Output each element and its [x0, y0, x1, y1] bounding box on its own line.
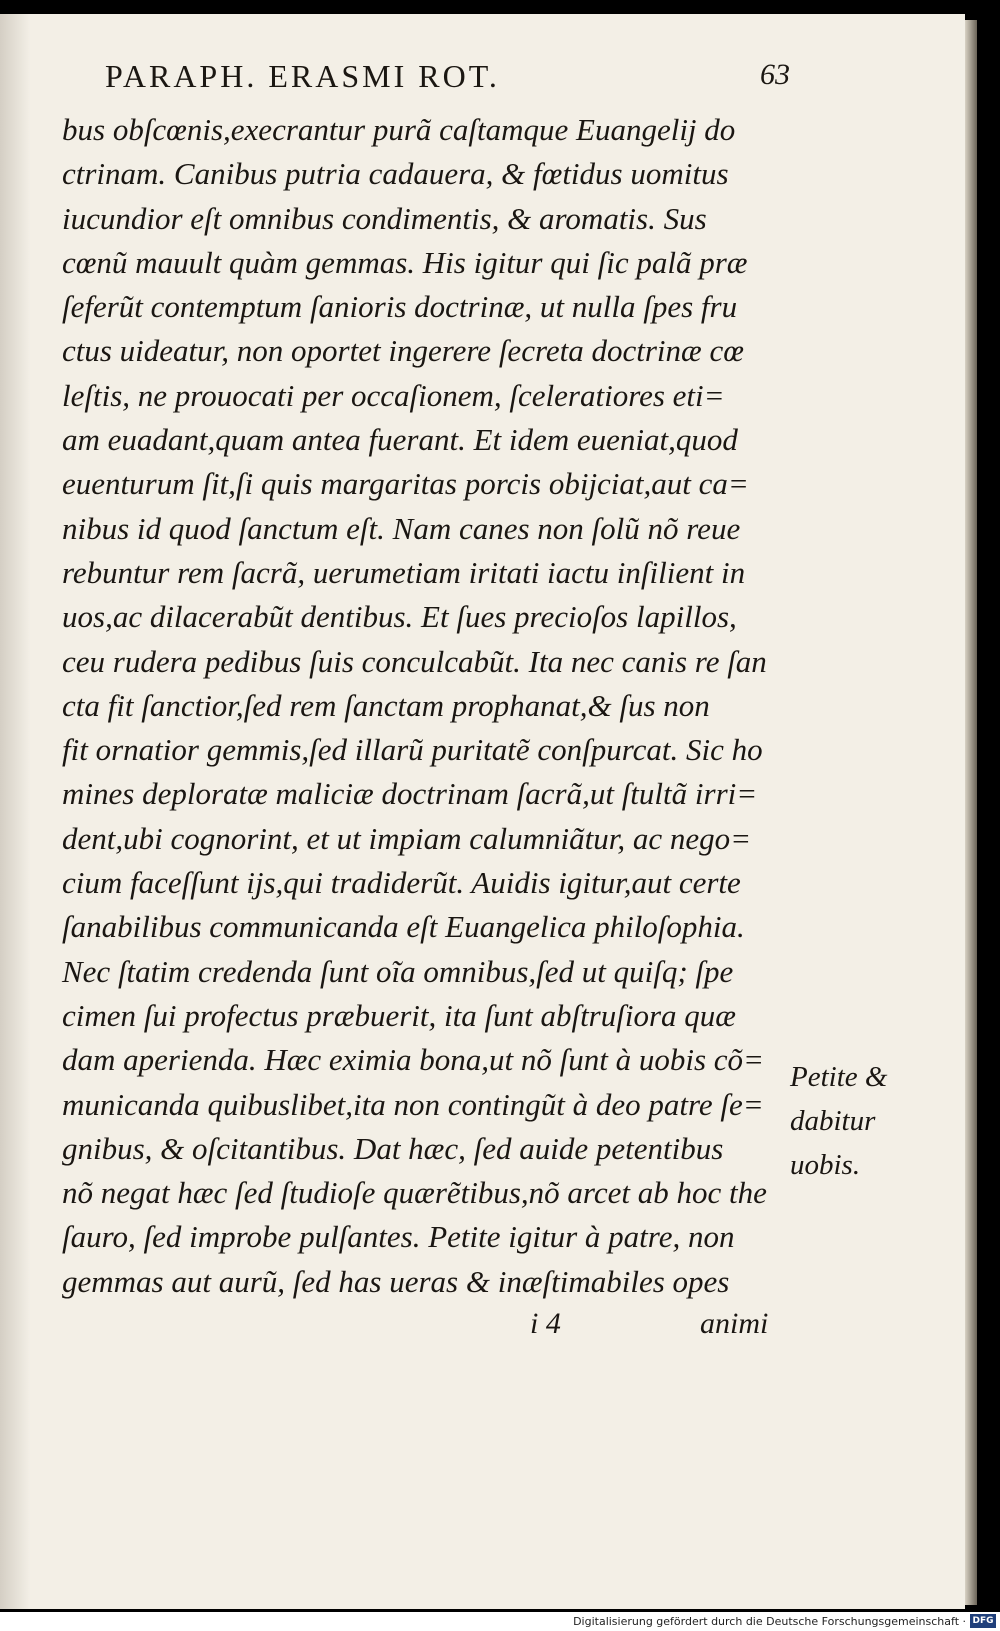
text-line: cta fit ſanctior,ſed rem ſanctam prophanat,& ſus non — [62, 687, 710, 723]
text-line: ctus uideatur, non oportet ingerere ſecreta doctrinæ cœ — [62, 333, 744, 369]
text-line: nõ negat hæc ſed ſtudioſe quærẽtibus,nõ arcet ab hoc the — [62, 1175, 767, 1211]
text-line: Nec ſtatim credenda ſunt oĩa omnibus,ſed ut quiſq; ſpe — [62, 953, 734, 989]
text-line: dam aperienda. Hæc eximia bona,ut nõ ſunt à uobis cõ= — [62, 1042, 764, 1078]
text-line: nibus id quod ſanctum eſt. Nam canes non ſolũ nõ reue — [62, 510, 741, 546]
text-line: fit ornatior gemmis,ſed illarũ puritatẽ conſpurcat. Sic ho — [62, 732, 763, 768]
marginal-note-line: dabitur — [790, 1105, 876, 1137]
text-line: cœnũ mauult quàm gemmas. His igitur qui ſic palã præ — [62, 244, 748, 280]
text-line: gemmas aut aurũ, ſed has ueras & inæſtimabiles opes — [62, 1263, 730, 1299]
text-line: leſtis, ne prouocati per occaſionem, ſceleratiores eti= — [62, 377, 725, 413]
marginal-note-line: uobis. — [790, 1149, 861, 1181]
text-line: ceu rudera pedibus ſuis conculcabũt. Ita nec canis re ſan — [62, 643, 767, 679]
text-line: iucundior eſt omnibus condimentis, & aromatis. Sus — [62, 200, 707, 236]
footer-credit: Digitalisierung gefördert durch die Deutsche Forschungsgemeinschaft · — [573, 1615, 966, 1628]
body-text — [62, 108, 782, 1304]
dfg-logo: DFG — [970, 1614, 996, 1628]
page-number: 63 — [760, 58, 790, 91]
text-line: uos,ac dilacerabũt dentibus. Et ſues precioſos lapillos, — [62, 599, 737, 635]
catchword: animi — [700, 1307, 769, 1340]
text-line: ctrinam. Canibus putria cadauera, & fœtidus uomitus — [62, 156, 729, 192]
running-head: PARAPH. ERASMI ROT. — [105, 58, 500, 94]
text-line: am euadant,quam antea fuerant. Et idem eueniat,quod — [62, 422, 738, 458]
text-line: municanda quibuslibet,ita non contingũt à deo patre ſe= — [62, 1086, 764, 1122]
text-line: ſeferũt contemptum ſanioris doctrinæ, ut nulla ſpes fru — [62, 289, 738, 325]
marginal-note-line: Petite & — [790, 1061, 888, 1093]
text-line: cium faceſſunt ijs,qui tradiderũt. Auidis igitur,aut certe — [62, 865, 741, 901]
text-line: ſanabilibus communicanda eſt Euangelica philoſophia. — [62, 909, 745, 945]
text-line: cimen ſui profectus præbuerit, ita ſunt abſtruſiora quæ — [62, 997, 736, 1033]
signature-mark: i 4 — [530, 1307, 561, 1340]
text-line: dent,ubi cognorint, et ut impiam calumniãtur, ac nego= — [62, 820, 752, 856]
text-line: euenturum ſit,ſi quis margaritas porcis obijciat,aut ca= — [62, 466, 749, 502]
text-line: ſauro, ſed improbe pulſantes. Petite igitur à patre, non — [62, 1219, 735, 1255]
text-line: bus obſcœnis,execrantur purã caſtamque Euangelij do — [62, 112, 736, 147]
text-line: rebuntur rem ſacrã, uerumetiam iritati iactu inſilient in — [62, 554, 746, 590]
text-line: gnibus, & oſcitantibus. Dat hæc, ſed auide petentibus — [62, 1130, 724, 1166]
gutter-shadow — [0, 14, 30, 1609]
page-edge — [965, 20, 977, 1605]
text-line: mines deploratæ maliciæ doctrinam ſacrã,ut ſtultã irri= — [62, 776, 758, 812]
marginal-note — [790, 1055, 910, 1187]
